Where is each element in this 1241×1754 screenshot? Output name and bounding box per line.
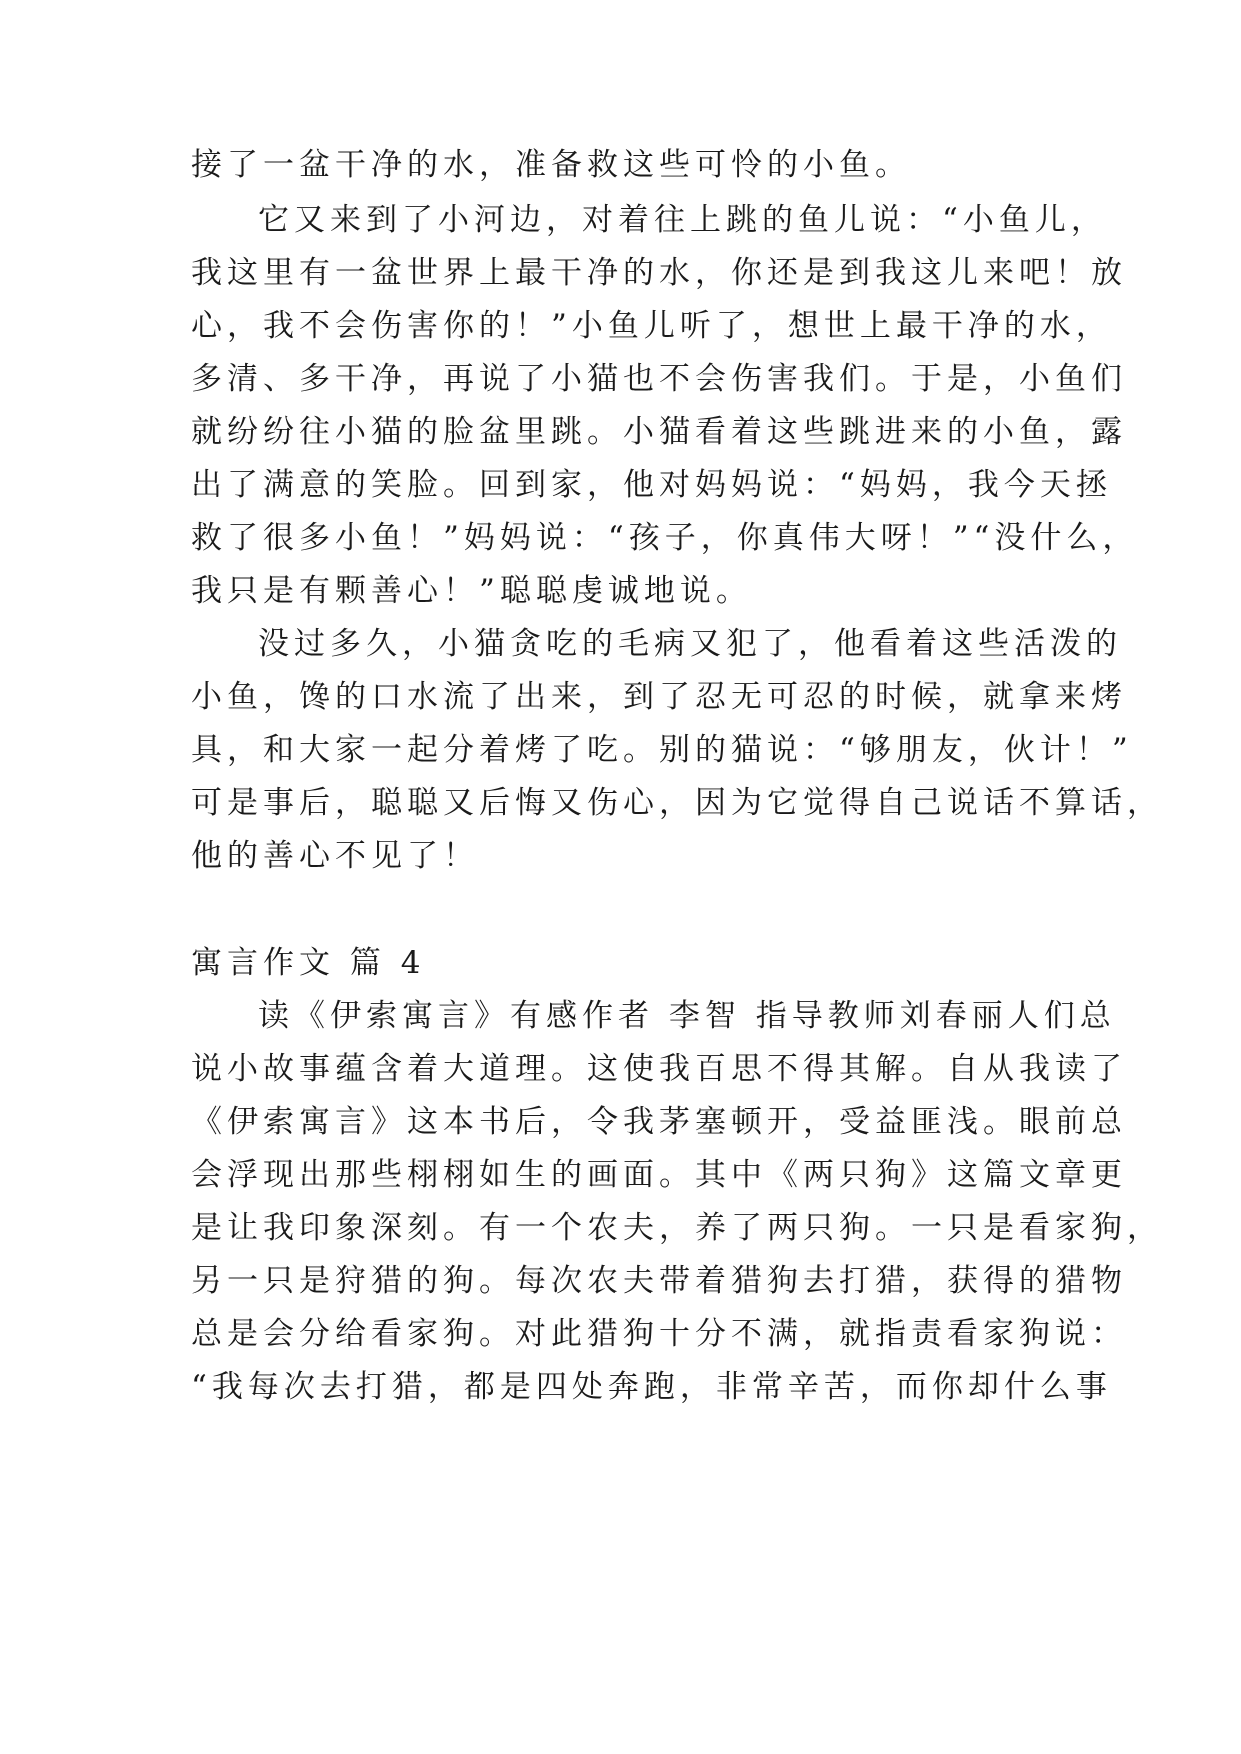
text-line: 会浮现出那些栩栩如生的画面。其中《两只狗》这篇文章更	[191, 1157, 1127, 1193]
text-line: 接了一盆干净的水，准备救这些可怜的小鱼。	[191, 147, 911, 183]
text-line: 是让我印象深刻。有一个农夫，养了两只狗。一只是看家狗，	[191, 1210, 1163, 1246]
text-line: 读《伊索寓言》有感作者 李智 指导教师刘春丽人们总	[258, 998, 1116, 1034]
text-line: 说小故事蕴含着大道理。这使我百思不得其解。自从我读了	[191, 1051, 1127, 1087]
section-title: 寓言作文 篇 4	[191, 945, 426, 981]
text-line: 具，和大家一起分着烤了吃。别的猫说：“够朋友，伙计！”	[191, 732, 1133, 768]
text-line: 就纷纷往小猫的脸盆里跳。小猫看着这些跳进来的小鱼，露	[191, 414, 1127, 450]
text-line: 他的善心不见了！	[191, 838, 479, 874]
text-line: 可是事后，聪聪又后悔又伤心，因为它觉得自己说话不算话，	[191, 785, 1163, 821]
text-line: 心，我不会伤害你的！”小鱼儿听了，想世上最干净的水，	[191, 308, 1112, 344]
text-line: 多清、多干净，再说了小猫也不会伤害我们。于是，小鱼们	[191, 361, 1127, 397]
text-line: “我每次去打猎，都是四处奔跑，非常辛苦，而你却什么事	[191, 1369, 1112, 1405]
text-line: 我只是有颗善心！”聪聪虔诚地说。	[191, 573, 752, 609]
text-line: 出了满意的笑脸。回到家，他对妈妈说：“妈妈，我今天拯	[191, 467, 1112, 503]
text-line: 小鱼，馋的口水流了出来，到了忍无可忍的时候，就拿来烤	[191, 679, 1127, 715]
text-line: 它又来到了小河边，对着往上跳的鱼儿说：“小鱼儿，	[258, 202, 1107, 238]
text-line: 救了很多小鱼！”妈妈说：“孩子，你真伟大呀！”“没什么，	[191, 520, 1139, 556]
text-line: 没过多久，小猫贪吃的毛病又犯了，他看着这些活泼的	[258, 626, 1122, 662]
text-line: 《伊索寓言》这本书后，令我茅塞顿开，受益匪浅。眼前总	[191, 1104, 1127, 1140]
text-line: 我这里有一盆世界上最干净的水，你还是到我这儿来吧！放	[191, 255, 1127, 291]
text-line: 另一只是狩猎的狗。每次农夫带着猎狗去打猎，获得的猎物	[191, 1263, 1127, 1299]
text-line: 总是会分给看家狗。对此猎狗十分不满，就指责看家狗说：	[191, 1316, 1127, 1352]
